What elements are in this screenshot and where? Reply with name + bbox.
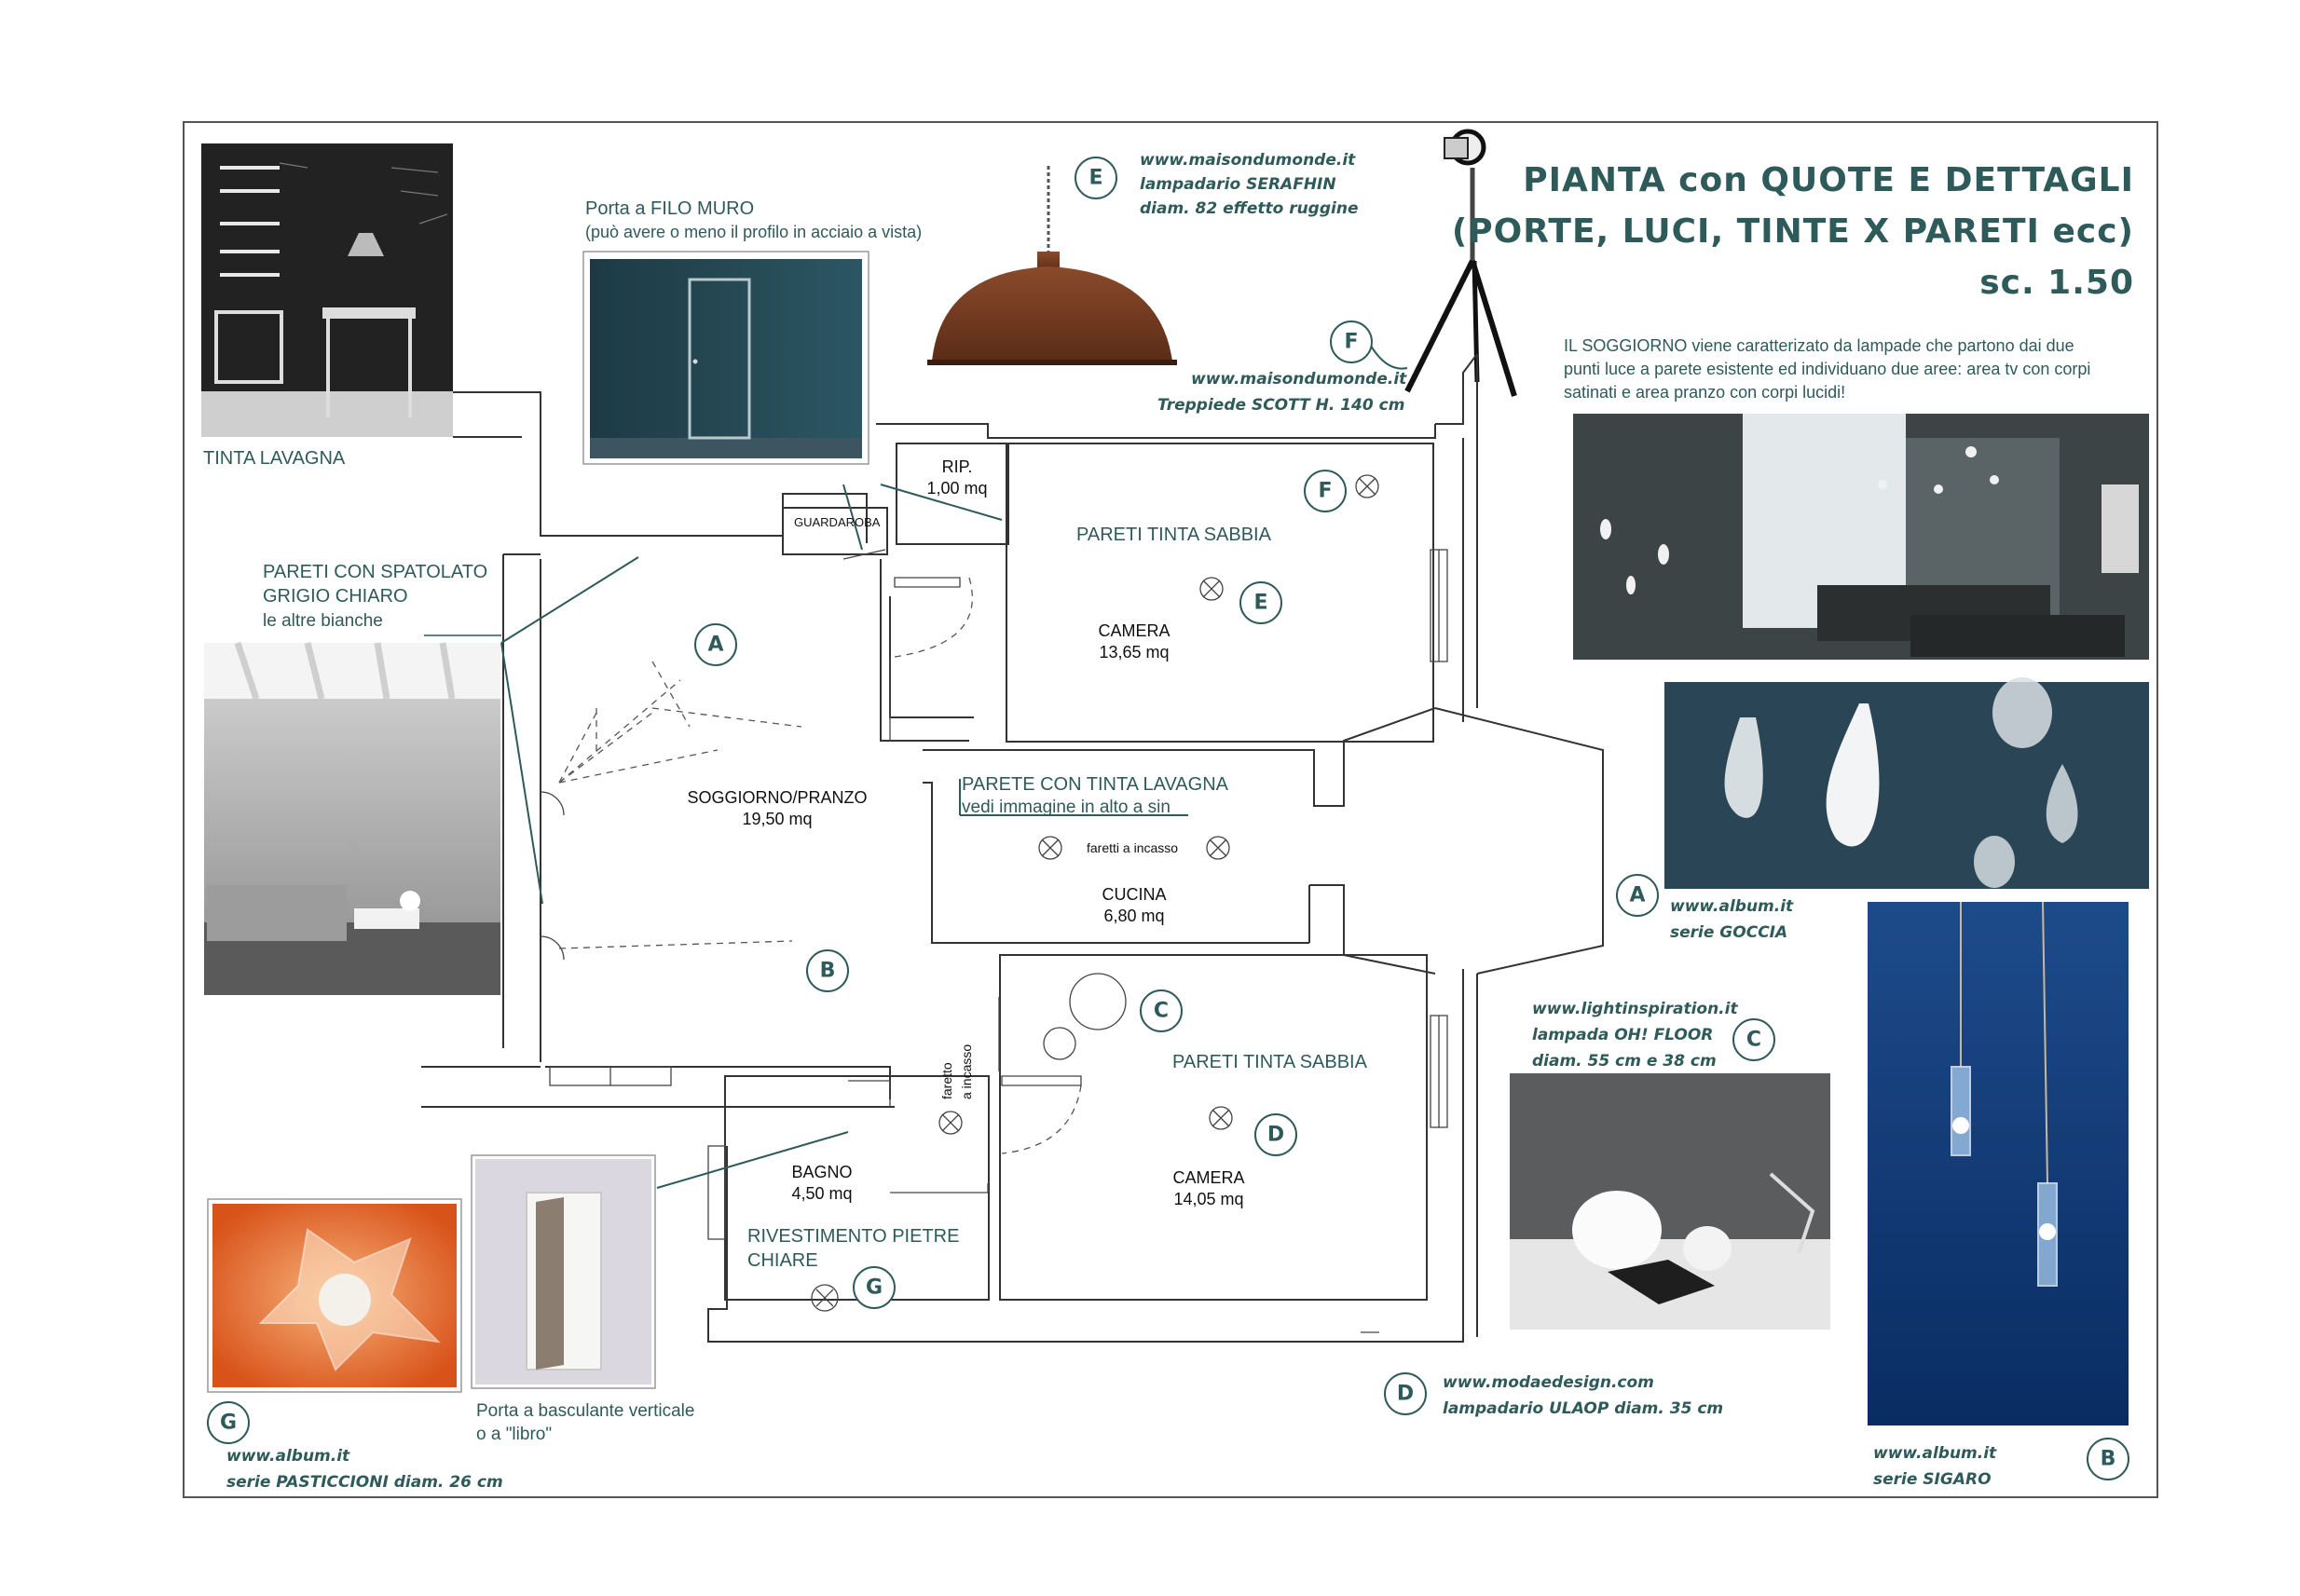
door-swings: [541, 550, 1379, 1332]
svg-text:C: C: [1746, 1028, 1762, 1052]
label-spatolato-2: GRIGIO CHIARO: [263, 586, 408, 607]
label-faretti-incasso: faretti a incasso: [1087, 840, 1179, 855]
ref-b-line2: serie SIGARO: [1873, 1470, 1992, 1489]
soggiorno-note-line-3: satinati e area pranzo con corpi lucidi!: [1564, 383, 1846, 402]
svg-text:D: D: [1396, 1382, 1415, 1406]
ref-g-site: www.album.it: [226, 1447, 350, 1466]
soggiorno-note-line-2: punti luce a parete esistente ed individuano due aree: area tv con corpi: [1564, 360, 2091, 378]
marker-c-plan: [1141, 990, 1182, 1031]
label-parete-lavagna: PARETE CON TINTA LAVAGNA: [962, 774, 1228, 795]
photo-spatolato-wall: [204, 643, 500, 995]
label-tinta-lavagna: TINTA LAVAGNA: [203, 448, 346, 469]
marker-c-ref: [1733, 1019, 1774, 1060]
svg-text:D: D: [1266, 1123, 1285, 1147]
room-bagno-area: 4,50 mq: [791, 1184, 853, 1203]
ref-c-line3: diam. 55 cm e 38 cm: [1532, 1052, 1717, 1071]
label-porta-filo-muro: Porta a FILO MURO: [585, 198, 755, 219]
svg-text:B: B: [819, 959, 836, 983]
svg-text:F: F: [1344, 330, 1359, 354]
svg-text:E: E: [1088, 166, 1103, 190]
ref-f-line2: Treppiede SCOTT H. 140 cm: [1157, 396, 1405, 415]
marker-f-ref: [1331, 321, 1372, 362]
soggiorno-note-line-1: IL SOGGIORNO viene caratterizato da lampade che partono dai due: [1564, 336, 2074, 355]
title-scale: sc. 1.50: [1979, 264, 2134, 302]
marker-g-plan: [854, 1267, 895, 1308]
label-parete-lavagna-note: vedi immagine in alto a sin: [962, 798, 1171, 817]
ref-a-site: www.album.it: [1670, 897, 1794, 916]
ref-c-line2: lampada OH! FLOOR: [1532, 1026, 1714, 1044]
ref-e-line3: diam. 82 effetto ruggine: [1140, 199, 1359, 218]
room-camera1-area: 13,65 mq: [1099, 643, 1170, 662]
photo-filo-muro-door: [583, 252, 869, 464]
ref-g-line2: serie PASTICCIONI diam. 26 cm: [226, 1473, 503, 1492]
light-fixture-symbols: [812, 475, 1378, 1311]
label-porta-basculante-2: o a "libro": [476, 1425, 553, 1444]
photo-tripod-lamp: [1407, 131, 1514, 396]
ref-b-site: www.album.it: [1873, 1444, 1997, 1463]
photo-sigaro-pendants: [1868, 902, 2129, 1425]
svg-text:A: A: [707, 633, 724, 657]
marker-g-ref: [208, 1402, 249, 1443]
photo-living-room-pendants: [1573, 414, 2149, 660]
ref-d-site: www.modaedesign.com: [1443, 1373, 1654, 1392]
room-camera1-name: CAMERA: [1098, 621, 1171, 640]
ref-d-line2: lampadario ULAOP diam. 35 cm: [1443, 1399, 1724, 1418]
svg-text:A: A: [1629, 883, 1646, 907]
label-faretto-1: faretto: [939, 1062, 954, 1099]
room-cucina-name: CUCINA: [1102, 885, 1167, 904]
room-bagno-name: BAGNO: [791, 1163, 853, 1181]
room-camera2-area: 14,05 mq: [1173, 1190, 1244, 1208]
photo-goccia-drops: [1664, 677, 2149, 889]
label-porta-filo-muro-note: (può avere o meno il profilo in acciaio a vista): [585, 223, 923, 241]
label-spatolato-3: le altre bianche: [263, 611, 383, 631]
label-spatolato-1: PARETI CON SPATOLATO: [263, 562, 488, 582]
ref-e-line2: lampadario SERAFHIN: [1140, 175, 1336, 194]
photo-rust-pendant-lamp: [927, 166, 1177, 365]
photo-door-basculante: [472, 1155, 655, 1388]
marker-d-plan: [1255, 1114, 1296, 1155]
label-pareti-sabbia-bottom: PARETI TINTA SABBIA: [1172, 1052, 1367, 1072]
room-camera2-name: CAMERA: [1172, 1168, 1245, 1187]
marker-d-ref: [1385, 1373, 1426, 1414]
svg-text:G: G: [865, 1275, 883, 1300]
label-pareti-sabbia-top: PARETI TINTA SABBIA: [1076, 525, 1271, 545]
marker-b-ref: [2088, 1439, 2129, 1480]
svg-text:G: G: [219, 1411, 238, 1435]
room-soggiorno-area: 19,50 mq: [742, 810, 813, 828]
title-line-1: PIANTA con QUOTE E DETTAGLI: [1523, 161, 2134, 199]
ref-a-line2: serie GOCCIA: [1670, 923, 1788, 942]
marker-e-ref: [1075, 157, 1116, 198]
svg-text:E: E: [1253, 591, 1268, 615]
room-rip-name: RIP.: [941, 457, 973, 476]
label-guardaroba: GUARDAROBA: [794, 515, 881, 529]
ref-f-site: www.maisondumonde.it: [1191, 370, 1407, 389]
marker-e-plan: [1240, 582, 1281, 623]
room-rip-area: 1,00 mq: [926, 479, 988, 498]
room-soggiorno-name: SOGGIORNO/PRANZO: [687, 788, 868, 807]
title-line-2: (PORTE, LUCI, TINTE X PARETI ecc): [1451, 212, 2134, 251]
photo-oh-floor-lamps: [1510, 1073, 1830, 1330]
photo-pasticcioni-lamp: [208, 1199, 461, 1392]
photo-chalkboard-kitchen: [201, 143, 453, 437]
marker-b-plan: [807, 950, 848, 991]
label-faretto-2: a incasso: [959, 1044, 974, 1099]
label-rivestimento-2: CHIARE: [747, 1250, 818, 1271]
label-rivestimento-1: RIVESTIMENTO PIETRE: [747, 1226, 960, 1247]
ref-c-site: www.lightinspiration.it: [1532, 1000, 1738, 1018]
marker-f-plan: [1305, 471, 1346, 512]
svg-text:C: C: [1153, 999, 1170, 1023]
label-porta-basculante-1: Porta a basculante verticale: [476, 1401, 695, 1421]
svg-text:B: B: [2100, 1447, 2116, 1471]
marker-a-plan: [695, 624, 736, 665]
marker-a-ref: [1617, 875, 1658, 916]
svg-text:F: F: [1318, 479, 1333, 503]
ref-e-site: www.maisondumonde.it: [1140, 151, 1356, 170]
room-cucina-area: 6,80 mq: [1103, 907, 1165, 925]
